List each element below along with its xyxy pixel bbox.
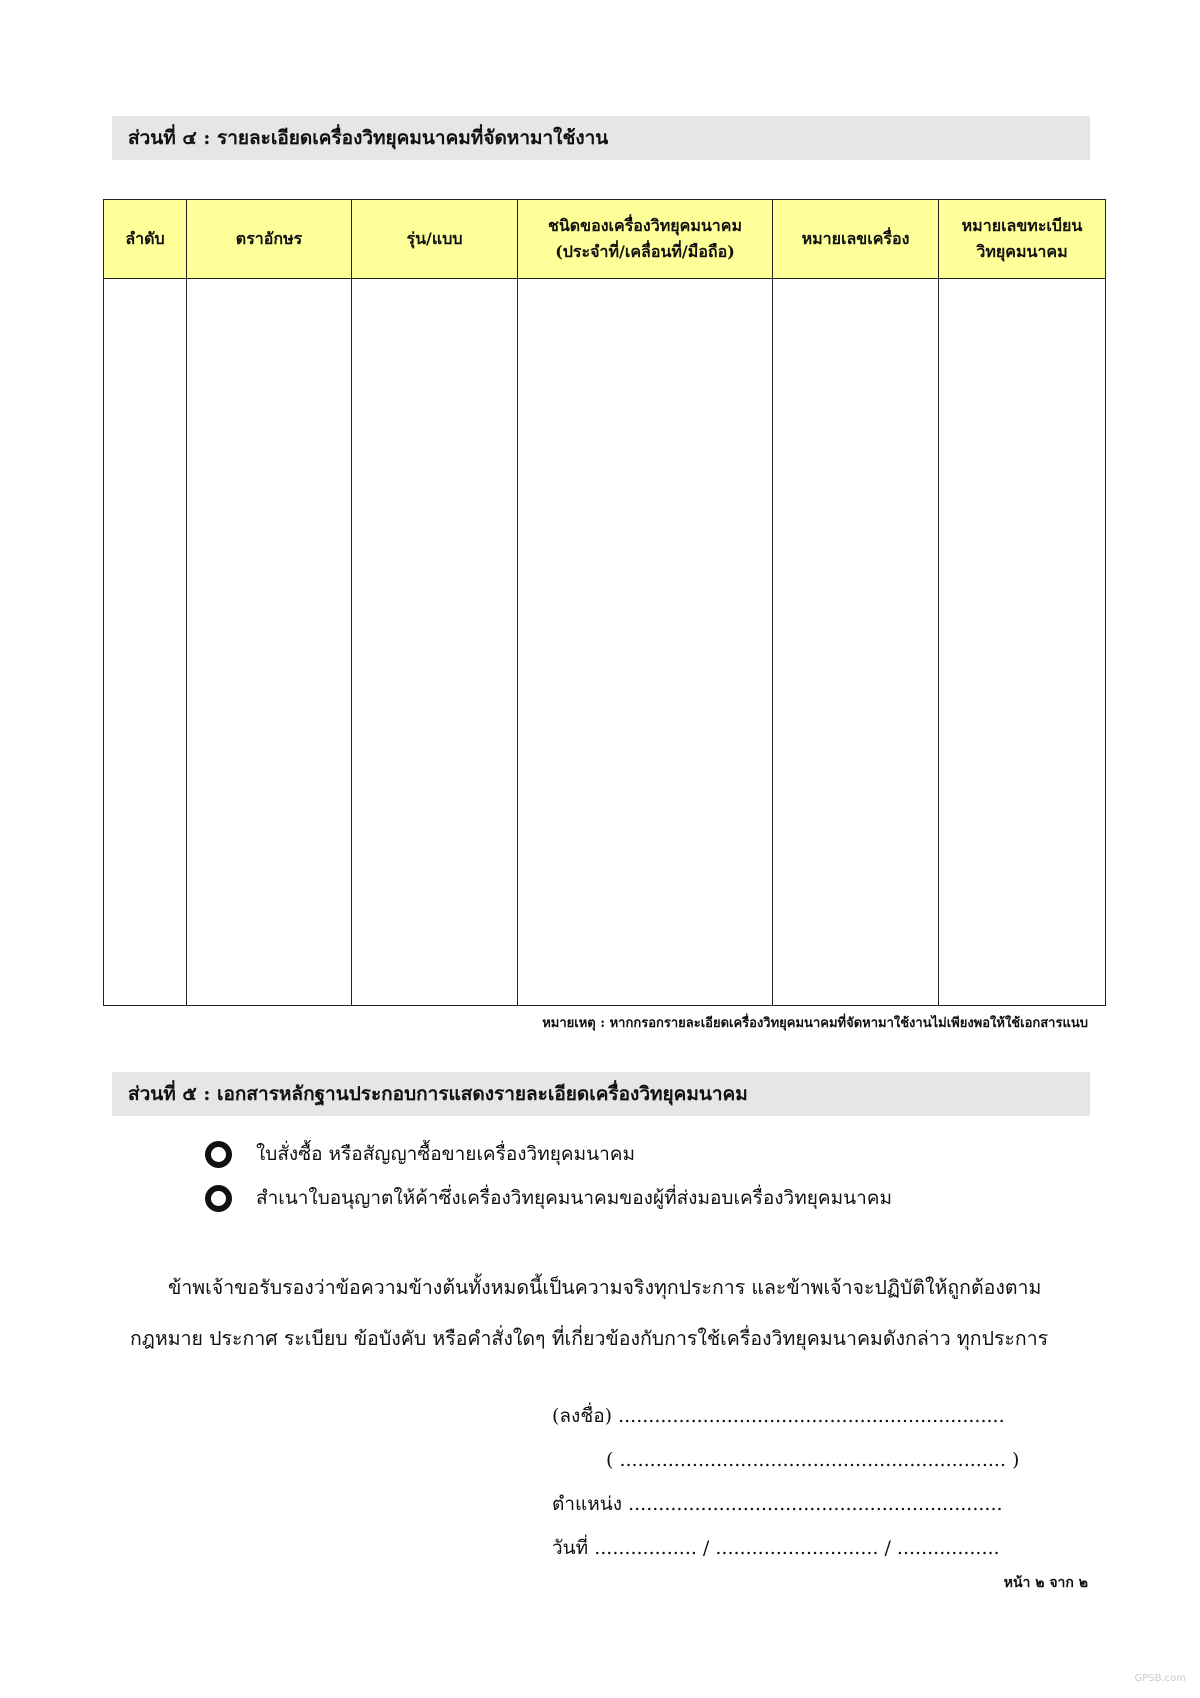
cell-registration[interactable] — [939, 279, 1106, 1006]
cell-type[interactable] — [518, 279, 773, 1006]
certification-paragraph — [130, 1262, 1090, 1364]
section5-title: ส่วนที่ ๕ : เอกสารหลักฐานประกอบการแสดงรายละเอียดเครื่องวิทยุคมนาคม — [112, 1072, 1090, 1116]
checklist-item-label: สำเนาใบอนุญาตให้ค้าซึ่งเครื่องวิทยุคมนาคมของผู้ที่ส่งมอบเครื่องวิทยุคมนาคม — [256, 1187, 893, 1209]
col-header-registration: หมายเลขทะเบียน วิทยุคมนาคม — [939, 200, 1106, 279]
cell-order[interactable] — [104, 279, 187, 1006]
radio-circle-icon[interactable] — [205, 1141, 232, 1168]
col-header-brand: ตราอักษร — [187, 200, 352, 279]
page-number: หน้า ๒ จาก ๒ — [1003, 1575, 1088, 1591]
signature-field[interactable]: (ลงชื่อ) ................................................................ — [552, 1405, 1005, 1427]
watermark: GPSB.com — [1134, 1673, 1186, 1684]
radio-circle-icon[interactable] — [205, 1185, 232, 1212]
cell-model[interactable] — [352, 279, 518, 1006]
checklist-item-license-copy[interactable] — [205, 1176, 892, 1220]
date-field[interactable]: วันที่ ................. / ........................... / ................. — [552, 1537, 1000, 1559]
table-note: หมายเหตุ : หากกรอกรายละเอียดเครื่องวิทยุคมนาคมที่จัดหามาใช้งานไม่เพียงพอให้ใช้เอกสารแนบ — [542, 1016, 1088, 1031]
table-row — [104, 279, 1106, 1006]
section4-title: ส่วนที่ ๔ : รายละเอียดเครื่องวิทยุคมนาคมที่จัดหามาใช้งาน — [112, 116, 1090, 160]
printed-name-field[interactable]: ( ................................................................ ) — [606, 1449, 1020, 1471]
document-checklist — [205, 1132, 892, 1220]
checklist-item-purchase-order[interactable] — [205, 1132, 892, 1176]
signature-block — [552, 1394, 1019, 1570]
col-header-model: รุ่น/แบบ — [352, 200, 518, 279]
cell-brand[interactable] — [187, 279, 352, 1006]
cell-serial[interactable] — [773, 279, 939, 1006]
col-header-serial: หมายเลขเครื่อง — [773, 200, 939, 279]
certification-line-1: ข้าพเจ้าขอรับรองว่าข้อความข้างต้นทั้งหมดนี้เป็นความจริงทุกประการ และข้าพเจ้าจะปฏิบัติให้ถูกต้องตาม — [168, 1276, 1042, 1299]
position-field[interactable]: ตำแหน่ง .............................................................. — [552, 1493, 1003, 1515]
equipment-table — [103, 199, 1106, 1006]
col-header-order: ลำดับ — [104, 200, 187, 279]
checklist-item-label: ใบสั่งซื้อ หรือสัญญาซื้อขายเครื่องวิทยุคมนาคม — [256, 1143, 635, 1165]
certification-line-2: กฎหมาย ประกาศ ระเบียบ ข้อบังคับ หรือคำสั่งใดๆ ที่เกี่ยวข้องกับการใช้เครื่องวิทยุคมนาคมดังกล่าว ทุกประการ — [130, 1327, 1049, 1350]
table-header-row — [104, 200, 1106, 279]
col-header-type: ชนิดของเครื่องวิทยุคมนาคม (ประจำที่/เคลื่อนที่/มือถือ) — [518, 200, 773, 279]
